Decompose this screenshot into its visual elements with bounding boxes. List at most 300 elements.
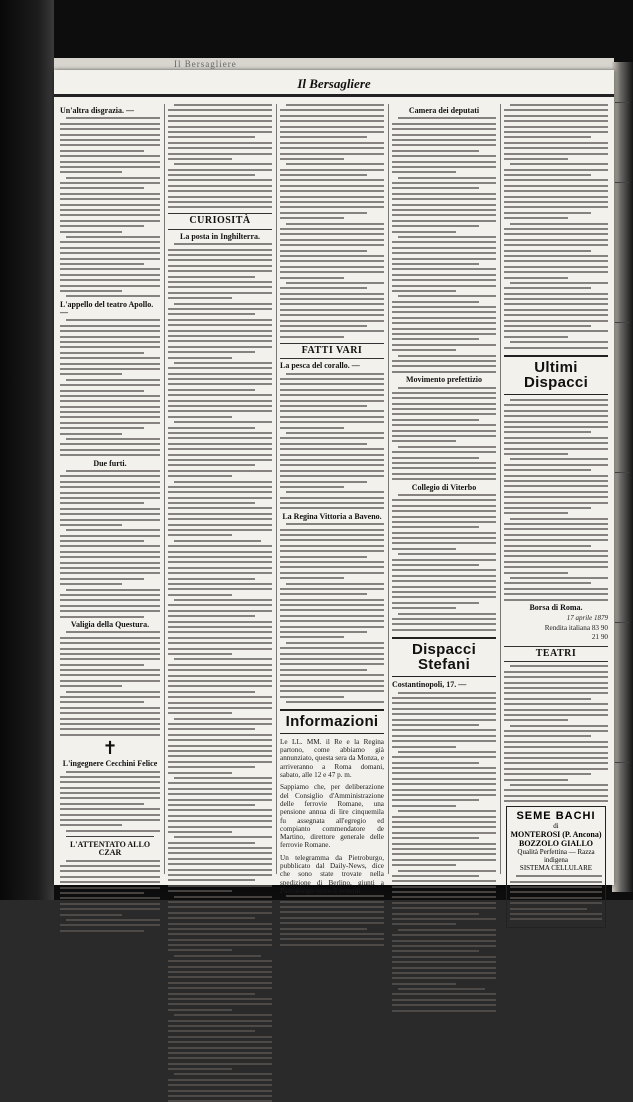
illegible-text-line (168, 185, 272, 187)
illegible-text-line (168, 383, 272, 385)
illegible-text-line (504, 415, 608, 417)
illegible-text-line (504, 347, 608, 349)
illegible-text-line (60, 433, 122, 435)
illegible-text-line (392, 886, 496, 888)
illegible-text-line (280, 464, 384, 466)
illegible-text-line (504, 196, 608, 198)
illegible-text-line (280, 169, 384, 171)
illegible-text-line (504, 757, 608, 759)
illegible-text-line (280, 529, 384, 531)
illegible-text-line (60, 449, 160, 451)
illegible-text-line (66, 691, 160, 693)
illegible-text-line (392, 499, 496, 501)
ad-line-2: BOZZOLO GIALLO (518, 839, 594, 849)
illegible-text-line (504, 266, 608, 268)
illegible-text-line (392, 166, 496, 168)
illegible-text-line (60, 513, 160, 515)
illegible-text-line (168, 594, 232, 596)
illegible-text-line (168, 815, 272, 817)
illegible-text-line (280, 497, 384, 499)
illegible-text-line (168, 470, 272, 472)
illegible-text-line (60, 128, 160, 130)
column-divider (164, 104, 165, 874)
illegible-text-line (66, 438, 160, 440)
illegible-text-line (392, 907, 496, 909)
illegible-text-line (280, 142, 384, 144)
illegible-text-line (168, 201, 272, 203)
illegible-text-line (168, 976, 272, 978)
illegible-text-line (392, 837, 479, 839)
illegible-text-line (174, 303, 272, 305)
illegible-text-line (60, 373, 122, 375)
illegible-text-line (168, 987, 272, 989)
illegible-text-line (60, 481, 160, 483)
illegible-text-line (504, 593, 608, 595)
illegible-text-line (280, 481, 367, 483)
illegible-text-line (504, 120, 608, 122)
illegible-text-line (60, 241, 160, 243)
illegible-text-line (168, 1047, 272, 1049)
illegible-text-line (168, 869, 272, 871)
illegible-text-line (510, 897, 602, 899)
illegible-text-line (392, 724, 479, 726)
headline-posta-inghilterra: La posta in Inghilterra. (179, 231, 260, 241)
illegible-text-line (168, 502, 255, 504)
illegible-text-line (392, 365, 496, 367)
illegible-text-line (510, 577, 608, 579)
illegible-text-line (280, 906, 384, 908)
illegible-text-line (280, 933, 384, 935)
illegible-text-line (168, 459, 272, 461)
illegible-text-line (392, 853, 496, 855)
illegible-text-line (280, 437, 384, 439)
illegible-text-line (392, 478, 496, 480)
illegible-text-line (504, 244, 608, 246)
illegible-text-line (280, 136, 367, 138)
illegible-text-line (60, 674, 160, 676)
illegible-text-line (66, 117, 160, 119)
illegible-text-line (280, 416, 384, 418)
illegible-text-line (392, 967, 496, 969)
illegible-text-line (66, 529, 160, 531)
illegible-text-line (392, 794, 496, 796)
headline-borsa-roma: Borsa di Roma. (529, 602, 583, 612)
illegible-text-line (66, 379, 160, 381)
newspaper-page (54, 70, 614, 895)
ad-line-4: SISTEMA CELLULARE (519, 864, 593, 873)
illegible-text-line (60, 824, 122, 826)
illegible-text-line (504, 762, 608, 764)
illegible-text-line (398, 988, 485, 990)
illegible-text-line (60, 897, 160, 899)
illegible-text-line (168, 664, 272, 666)
illegible-text-line (392, 629, 496, 631)
illegible-text-line (510, 104, 608, 106)
illegible-text-line (392, 344, 496, 346)
illegible-text-line (168, 529, 272, 531)
illegible-text-line (510, 902, 602, 904)
illegible-text-line (392, 252, 496, 254)
illegible-text-line (168, 772, 232, 774)
illegible-text-line (286, 282, 384, 284)
illegible-text-line (398, 494, 496, 496)
illegible-text-line (280, 298, 384, 300)
illegible-text-line (168, 1068, 232, 1070)
illegible-text-line (504, 800, 608, 802)
illegible-text-line (504, 464, 608, 466)
illegible-text-line (398, 692, 496, 694)
headline-camera-deputati: Camera dei deputati (408, 106, 480, 115)
illegible-text-line (168, 1052, 272, 1054)
illegible-text-line (392, 972, 496, 974)
illegible-text-line (60, 346, 160, 348)
illegible-text-line (504, 309, 608, 311)
illegible-text-line (392, 708, 496, 710)
illegible-text-line (392, 956, 496, 958)
illegible-text-line (168, 621, 272, 623)
illegible-text-line (60, 427, 144, 429)
headline-valigia-questura: Valigia della Questura. (70, 619, 150, 629)
section-informazioni: Informazioni (280, 709, 384, 734)
illegible-text-line (398, 929, 496, 931)
illegible-text-line (280, 206, 384, 208)
illegible-text-line (392, 1004, 496, 1006)
illegible-text-line (66, 919, 160, 921)
illegible-text-line (392, 144, 496, 146)
illegible-text-line (60, 336, 160, 338)
illegible-text-line (392, 532, 496, 534)
illegible-text-line (504, 174, 591, 176)
illegible-text-line (286, 583, 384, 585)
illegible-text-line (280, 378, 384, 380)
illegible-text-line (60, 220, 160, 222)
illegible-text-line (60, 204, 160, 206)
illegible-text-line (168, 249, 272, 251)
illegible-text-line (392, 805, 456, 807)
illegible-text-line (392, 311, 496, 313)
illegible-text-line (60, 123, 160, 125)
illegible-text-line (392, 134, 496, 136)
illegible-text-line (168, 858, 272, 860)
illegible-text-line (60, 535, 160, 537)
illegible-text-line (280, 928, 367, 930)
illegible-text-line (392, 279, 496, 281)
illegible-text-line (392, 408, 496, 410)
illegible-text-line (280, 620, 384, 622)
illegible-text-line (168, 831, 232, 833)
illegible-text-line (504, 475, 608, 477)
illegible-text-line (504, 572, 568, 574)
illegible-text-line (392, 451, 496, 453)
illegible-text-line (504, 528, 608, 530)
illegible-text-line (280, 459, 384, 461)
illegible-text-line (392, 467, 496, 469)
illegible-text-line (60, 486, 160, 488)
ad-line-1: MONTEROSI (P. Ancona) (510, 830, 602, 840)
illegible-text-line (168, 890, 232, 892)
illegible-text-line (280, 690, 384, 692)
illegible-text-line (280, 577, 344, 579)
illegible-text-line (392, 139, 496, 141)
illegible-text-line (168, 1090, 272, 1092)
illegible-text-line (66, 830, 160, 832)
illegible-text-line (392, 328, 496, 330)
illegible-text-line (168, 270, 272, 272)
illegible-text-line (504, 534, 608, 536)
illegible-text-line (504, 136, 591, 138)
illegible-text-line (392, 537, 496, 539)
illegible-text-line (280, 696, 344, 698)
illegible-text-line (504, 682, 608, 684)
illegible-text-line (392, 934, 496, 936)
illegible-text-line (280, 534, 384, 536)
illegible-text-line (504, 561, 608, 563)
illegible-text-line (60, 865, 160, 867)
illegible-text-line (60, 416, 160, 418)
ad-sub: di (553, 822, 559, 831)
illegible-text-line (280, 293, 384, 295)
page-stack-edge (612, 62, 633, 892)
column-divider (276, 104, 277, 874)
illegible-text-line (392, 285, 496, 287)
illegible-text-line (286, 104, 384, 106)
illegible-text-line (392, 746, 456, 748)
illegible-text-line (280, 271, 384, 273)
illegible-text-line (168, 1095, 272, 1097)
illegible-text-line (168, 196, 272, 198)
illegible-text-line (510, 725, 608, 727)
illegible-text-line (392, 521, 496, 523)
illegible-text-line (392, 231, 456, 233)
illegible-text-line (168, 190, 272, 192)
illegible-text-line (168, 680, 272, 682)
illegible-text-line (392, 896, 496, 898)
obituary-name: L'ingegnere Cecchini Felice (62, 759, 158, 769)
illegible-text-line (60, 685, 122, 687)
illegible-text-line (168, 761, 272, 763)
obituary-cross-icon: ✝ (102, 738, 118, 759)
illegible-text-line (168, 147, 272, 149)
illegible-text-line (60, 400, 160, 402)
illegible-text-line (174, 421, 272, 423)
illegible-text-line (504, 485, 608, 487)
illegible-text-line (504, 730, 608, 732)
illegible-text-line (510, 784, 608, 786)
illegible-text-line (280, 233, 384, 235)
illegible-text-line (280, 314, 384, 316)
illegible-text-line (392, 548, 456, 550)
illegible-text-line (392, 719, 496, 721)
illegible-text-line (168, 933, 272, 935)
illegible-text-line (168, 1009, 232, 1011)
illegible-text-line (398, 117, 496, 119)
ad-title: SEME BACHI (516, 810, 596, 823)
illegible-text-line (392, 371, 496, 373)
illegible-text-line (392, 204, 496, 206)
illegible-text-line (168, 427, 255, 429)
illegible-text-line (280, 201, 384, 203)
illegible-text-line (510, 223, 608, 225)
illegible-text-line (60, 524, 122, 526)
illegible-text-line (280, 470, 384, 472)
illegible-text-line (168, 254, 272, 256)
illegible-text-line (392, 317, 496, 319)
illegible-text-line (392, 209, 496, 211)
illegible-text-line (286, 163, 384, 165)
illegible-text-line (168, 491, 272, 493)
illegible-text-line (168, 405, 272, 407)
section-ultimi-dispacci: Ultimi Dispacci (504, 355, 608, 396)
illegible-text-line (60, 155, 160, 157)
illegible-text-line (392, 591, 496, 593)
illegible-text-line (504, 448, 608, 450)
illegible-text-line (60, 734, 160, 736)
illegible-text-line (168, 745, 272, 747)
illegible-text-line (504, 676, 608, 678)
illegible-text-line (168, 923, 272, 925)
illegible-text-line (60, 712, 160, 714)
illegible-text-line (280, 174, 367, 176)
illegible-text-line (504, 293, 608, 295)
illegible-text-line (286, 491, 384, 493)
illegible-text-line (60, 231, 122, 233)
illegible-text-line (168, 766, 255, 768)
illegible-text-line (168, 928, 272, 930)
illegible-text-line (504, 314, 608, 316)
illegible-text-line (280, 277, 344, 279)
headline-teatro-apollo: L'appello del teatro Apollo. — (60, 299, 154, 318)
illegible-text-line (168, 793, 272, 795)
illegible-text-line (60, 814, 160, 816)
illegible-text-line (504, 588, 608, 590)
illegible-text-line (392, 596, 496, 598)
illegible-text-line (504, 410, 608, 412)
illegible-text-line (504, 404, 608, 406)
illegible-text-line (392, 864, 456, 866)
illegible-text-line (60, 881, 160, 883)
illegible-text-line (392, 435, 496, 437)
illegible-text-line (168, 583, 272, 585)
illegible-text-line (60, 274, 160, 276)
illegible-text-line (280, 383, 384, 385)
illegible-text-line (280, 550, 384, 552)
illegible-text-line (392, 767, 496, 769)
illegible-text-line (392, 913, 479, 915)
illegible-text-line (504, 325, 591, 327)
column-3 (280, 104, 384, 895)
illegible-text-line (392, 740, 496, 742)
illegible-text-line (504, 201, 608, 203)
illegible-text-line (280, 917, 384, 919)
illegible-text-line (280, 653, 384, 655)
illegible-text-line (392, 559, 496, 561)
illegible-text-line (168, 820, 272, 822)
illegible-text-line (168, 340, 272, 342)
illegible-text-line (392, 1010, 496, 1012)
illegible-text-line (392, 128, 496, 130)
illegible-text-line (392, 564, 479, 566)
illegible-text-line (60, 363, 160, 365)
illegible-text-line (392, 430, 496, 432)
illegible-text-line (168, 416, 232, 418)
illegible-text-line (504, 714, 608, 716)
illegible-text-line (504, 330, 608, 332)
illegible-text-line (168, 169, 272, 171)
illegible-text-line (60, 556, 160, 558)
illegible-text-line (168, 788, 272, 790)
illegible-text-line (60, 258, 160, 260)
illegible-text-line (280, 443, 367, 445)
illegible-text-line (392, 510, 496, 512)
illegible-text-line (66, 177, 160, 179)
illegible-text-line (60, 887, 160, 889)
illegible-text-line (392, 586, 496, 588)
illegible-text-line (280, 663, 384, 665)
illegible-text-line (168, 136, 255, 138)
illegible-text-line (392, 729, 496, 731)
illegible-text-line (174, 362, 272, 364)
illegible-text-line (60, 776, 160, 778)
illegible-text-line (60, 664, 144, 666)
illegible-text-line (168, 126, 272, 128)
illegible-text-line (168, 1003, 272, 1005)
illegible-text-line (60, 475, 160, 477)
illegible-text-line (168, 335, 272, 337)
illegible-text-line (60, 161, 160, 163)
illegible-text-line (280, 631, 367, 633)
book-binding (0, 0, 54, 900)
illegible-text-line (398, 387, 496, 389)
illegible-text-line (168, 852, 272, 854)
illegible-text-line (392, 880, 496, 882)
illegible-text-line (504, 169, 608, 171)
illegible-text-line (510, 282, 608, 284)
illegible-text-line (392, 258, 496, 260)
illegible-text-line (168, 1041, 272, 1043)
illegible-text-line (504, 512, 568, 514)
illegible-text-line (392, 150, 479, 152)
illegible-text-line (174, 481, 272, 483)
illegible-text-line (392, 756, 496, 758)
illegible-text-line (280, 636, 344, 638)
illegible-text-line (60, 930, 144, 932)
illegible-text-line (392, 338, 479, 340)
illegible-text-line (60, 325, 160, 327)
illegible-text-line (168, 1020, 272, 1022)
illegible-text-line (286, 432, 384, 434)
illegible-text-line (280, 109, 384, 111)
illegible-text-line (280, 394, 384, 396)
illegible-text-line (280, 674, 384, 676)
illegible-text-line (60, 551, 160, 553)
illegible-text-line (168, 944, 272, 946)
illegible-text-line (504, 698, 591, 700)
illegible-text-line (60, 819, 160, 821)
illegible-text-line (66, 236, 160, 238)
illegible-text-line (280, 228, 384, 230)
illegible-text-line (510, 886, 602, 888)
illegible-text-line (60, 492, 160, 494)
illegible-text-line (60, 395, 160, 397)
illegible-text-line (504, 421, 608, 423)
illegible-text-line (392, 923, 456, 925)
illegible-text-line (280, 572, 384, 574)
illegible-text-line (504, 287, 591, 289)
illegible-text-line (398, 446, 496, 448)
illegible-text-line (280, 454, 384, 456)
illegible-text-line (392, 349, 456, 351)
illegible-text-line (392, 268, 496, 270)
